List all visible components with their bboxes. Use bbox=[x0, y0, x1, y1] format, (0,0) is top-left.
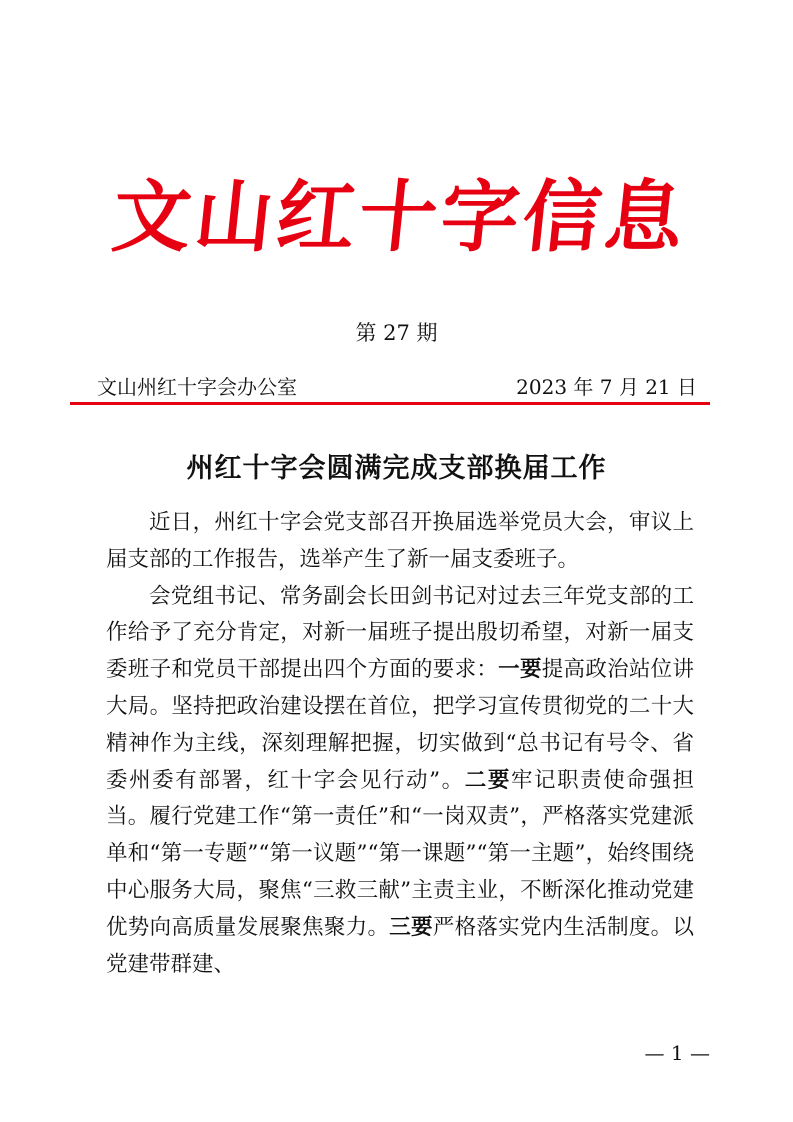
issue-number: 第 27 期 bbox=[355, 321, 438, 345]
keyword-first: 一要 bbox=[498, 657, 542, 683]
header-divider bbox=[70, 402, 710, 405]
paragraph-2 bbox=[106, 579, 694, 984]
publish-date: 2023 年 7 月 21 日 bbox=[516, 375, 697, 399]
requirement-second-text: 牢记职责使命强担当。履行党建工作“第一责任”和“一岗双责”，严格落实党建派单和“第一专题”“第一议题”“第一课题”“第一主题”，始终围绕中心服务大局，聚焦“三救三献”主责主业，不断深化推动党建优势向高质量发展聚焦聚力。 bbox=[106, 767, 694, 940]
keyword-third: 三要 bbox=[389, 914, 433, 940]
keyword-second: 二要 bbox=[464, 767, 511, 793]
page-number: — 1 — bbox=[644, 1041, 710, 1065]
paragraph-1 bbox=[106, 505, 694, 579]
document-meta-row bbox=[97, 372, 697, 402]
requirement-first-text: 提高政治站位讲大局。坚持把政治建设摆在首位，把学习宣传贯彻党的二十大精神作为主线，深刻理解把握，切实做到“总书记有号令、省委州委有部署，红十字会见行动”。 bbox=[106, 657, 694, 793]
paragraph-2-intro: 会党组书记、常务副会长田剑书记对过去三年党支部的工作给予了充分肯定，对新一届班子提出殷切希望，对新一届支委班子和党员干部提出四个方面的要求： bbox=[106, 583, 694, 683]
article-body bbox=[106, 505, 694, 983]
article-title: 州红十字会圆满完成支部换届工作 bbox=[186, 453, 607, 484]
masthead-title: 文山红十字信息 bbox=[108, 172, 692, 263]
publisher: 文山州红十字会办公室 bbox=[97, 375, 297, 399]
requirement-third-text: 严格落实党内生活制度。以党建带群建、 bbox=[106, 914, 694, 977]
paragraph-1-text: 近日，州红十字会党支部召开换届选举党员大会，审议上届支部的工作报告，选举产生了新一届支委班子。 bbox=[106, 510, 694, 572]
